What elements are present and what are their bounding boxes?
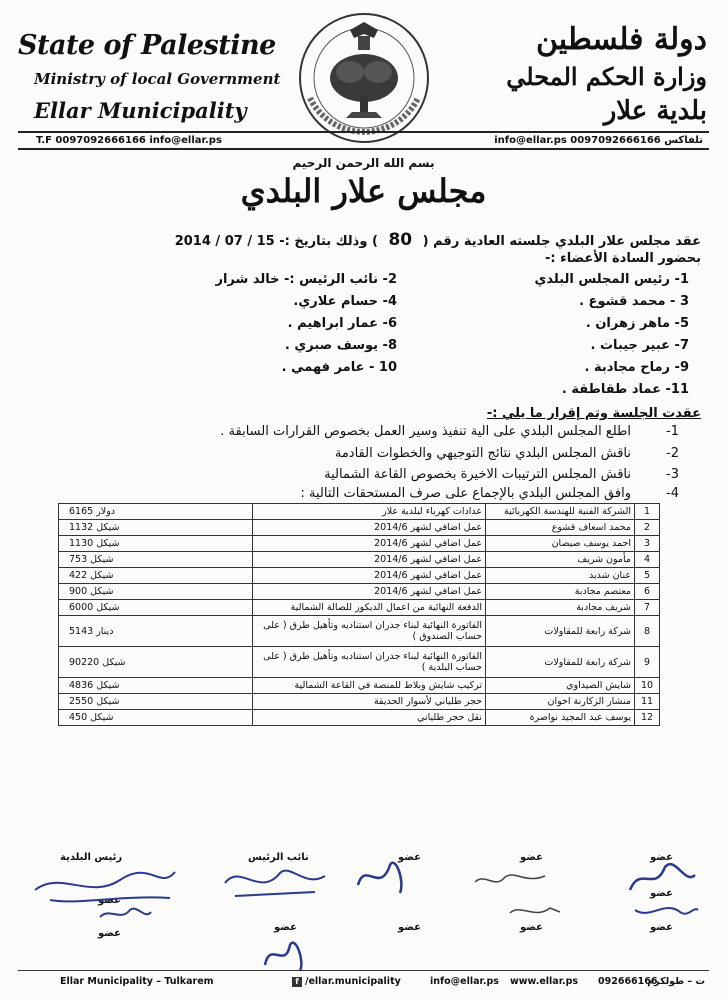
description-cell: تركيب شايش وبلاط للمنصة في القاعة الشمالية <box>253 678 486 694</box>
footer-phone: 092666166 <box>598 976 658 987</box>
amount-cell: 422 شيكل <box>59 568 253 584</box>
member-11: 11- عماد طقاطقة . <box>561 382 689 397</box>
en-municipality-name: Ellar Municipality <box>34 98 247 123</box>
amount-cell: 1130 شيكل <box>59 536 253 552</box>
party-cell: يوسف عبد المجيد نواصرة <box>486 710 635 726</box>
member-sig-label-4: عضو <box>98 895 121 906</box>
item-2-number: 2- <box>666 446 679 461</box>
party-cell: شركة رابعة للمقاولات <box>486 647 635 678</box>
member-1: 1- رئيس المجلس البلدي <box>534 272 689 287</box>
item-4-text: وافق المجلس البلدي بالإجماع على صرف المستحقات التالية : <box>300 486 631 501</box>
member-signature-1-icon <box>350 855 410 900</box>
municipality-emblem-icon <box>290 8 438 148</box>
row-number: 11 <box>635 694 660 710</box>
header-contact-ar: تلفاكس 0097092666166 info@ellar.ps <box>494 135 703 146</box>
table-row <box>59 552 660 568</box>
member-sig-label-2: عضو <box>520 852 543 863</box>
party-cell: محمد اسعاف قشوع <box>486 520 635 536</box>
en-state-name: State of Palestine <box>18 30 276 61</box>
member-4: 4- حسام علاري. <box>293 294 397 309</box>
member-5: 5- ماهر زهران . <box>585 316 689 331</box>
session-text: عقد مجلس علار البلدي جلسته العادية رقم ( <box>422 234 701 249</box>
amount-cell: 6000 شيكل <box>59 600 253 616</box>
table-row <box>59 616 660 647</box>
ar-municipality-name: بلدية علار <box>603 96 707 126</box>
table-row <box>59 568 660 584</box>
payments-table <box>58 503 660 726</box>
member-7: 7- عبير جيبات . <box>590 338 689 353</box>
description-cell: عمل اضافي لشهر 2014/6 <box>253 536 486 552</box>
footer-email[interactable]: info@ellar.ps <box>430 976 499 987</box>
footer-facebook[interactable] <box>292 976 401 987</box>
row-number: 1 <box>635 504 660 520</box>
description-cell: الفاتورة النهائية لبناء جدران استناديه وتأهيل طرق ( على حساب البلدية ) <box>253 647 486 678</box>
facebook-icon: f <box>292 977 302 987</box>
item-3-number: 3- <box>666 467 679 482</box>
row-number: 4 <box>635 552 660 568</box>
table-row <box>59 520 660 536</box>
table-row <box>59 536 660 552</box>
row-number: 6 <box>635 584 660 600</box>
table-row <box>59 584 660 600</box>
party-cell: مأمون شريف <box>486 552 635 568</box>
description-cell: حجر طلياني لأسوار الحديقة <box>253 694 486 710</box>
member-sig-label-9: عضو <box>650 922 673 933</box>
party-cell: احمد يوسف صيصان <box>486 536 635 552</box>
party-cell: معتصم مجادبة <box>486 584 635 600</box>
amount-cell: 90220 شيكل <box>59 647 253 678</box>
footer-address-ar: ت – طولكرم <box>647 976 705 987</box>
row-number: 5 <box>635 568 660 584</box>
member-8: 8- يوسف صبري . <box>284 338 397 353</box>
member-signature-2-icon <box>470 862 550 897</box>
table-row <box>59 504 660 520</box>
member-9: 9- رماح مجادبة . <box>584 360 689 375</box>
item-1-number: 1- <box>666 424 679 439</box>
vice-president-label: نائب الرئيس <box>248 852 309 863</box>
header-divider-bottom <box>18 148 709 150</box>
table-row <box>59 647 660 678</box>
description-cell: عمل اضافي لشهر 2014/6 <box>253 584 486 600</box>
basmala: بسم الله الرحمن الرحيم <box>292 156 435 170</box>
en-ministry-name: Ministry of local Government <box>34 70 281 88</box>
member-signature-3-icon <box>620 855 700 900</box>
description-cell: عمل اضافي لشهر 2014/6 <box>253 568 486 584</box>
row-number: 7 <box>635 600 660 616</box>
amount-cell: 2550 شيكل <box>59 694 253 710</box>
description-cell: الدفعة النهائية من اعمال الديكور للصالة الشمالية <box>253 600 486 616</box>
row-number: 3 <box>635 536 660 552</box>
member-sig-label-6: عضو <box>274 922 297 933</box>
session-line <box>175 230 701 250</box>
vice-president-signature-icon <box>220 858 330 908</box>
table-row <box>59 678 660 694</box>
page-title: مجلس علار البلدي <box>240 172 487 210</box>
item-2-text: ناقش المجلس البلدي نتائج التوجيهي والخطوات القادمة <box>334 446 631 461</box>
description-cell: عدادات كهرباء لبلدية علار <box>253 504 486 520</box>
ar-ministry-name: وزارة الحكم المحلي <box>506 62 707 91</box>
party-cell: شريف مجادبة <box>486 600 635 616</box>
attendance-heading: بحضور السادة الأعضاء :- <box>544 251 701 266</box>
president-label: رئيس البلدية <box>60 852 123 863</box>
description-cell: نقل حجر طلياني <box>253 710 486 726</box>
header-contact-en: T.F 0097092666166 info@ellar.ps <box>36 135 222 146</box>
item-3-text: ناقش المجلس الترتيبات الاخيرة بخصوص القاعة الشمالية <box>324 467 631 482</box>
member-sig-label-7: عضو <box>398 922 421 933</box>
amount-cell: 753 شيكل <box>59 552 253 568</box>
member-2: 2- نائب الرئيس :- خالد شرار <box>215 272 397 287</box>
amount-cell: 1132 شيكل <box>59 520 253 536</box>
session-held-heading: عقدت الجلسة وتم إقرار ما يلي :- <box>486 406 701 421</box>
row-number: 2 <box>635 520 660 536</box>
member-sig-label-1: عضو <box>398 852 421 863</box>
party-cell: شايش الصيداوي <box>486 678 635 694</box>
member-10: 10 - عامر فهمي . <box>281 360 397 375</box>
row-number: 8 <box>635 616 660 647</box>
table-row <box>59 600 660 616</box>
party-cell: شركة رابعة للمقاولات <box>486 616 635 647</box>
footer-website[interactable]: www.ellar.ps <box>510 976 579 987</box>
table-row <box>59 694 660 710</box>
ar-state-name: دولة فلسطين <box>535 22 707 57</box>
item-4-number: 4- <box>666 486 679 501</box>
footer-facebook-text: /ellar.municipality <box>305 976 401 987</box>
member-6: 6- عمار ابراهيم . <box>287 316 397 331</box>
party-cell: الشركة الفنية للهندسة الكهربائية <box>486 504 635 520</box>
footer-municipality: Ellar Municipality – Tulkarem <box>60 976 214 987</box>
member-sig-label-5: عضو <box>650 888 673 899</box>
footer-divider <box>18 970 709 971</box>
member-sig-label-10: عضو <box>98 928 121 939</box>
amount-cell: 4836 شيكل <box>59 678 253 694</box>
amount-cell: 900 شيكل <box>59 584 253 600</box>
member-signature-4-icon <box>95 902 155 927</box>
amount-cell: 5143 دينار <box>59 616 253 647</box>
table-row <box>59 710 660 726</box>
row-number: 9 <box>635 647 660 678</box>
session-date: ) وذلك بتاريخ :- 15 / 07 / 2014 <box>174 234 378 249</box>
session-number: 80 <box>388 230 413 250</box>
party-cell: منشار الزكارنة اخوان <box>486 694 635 710</box>
row-number: 12 <box>635 710 660 726</box>
party-cell: عنان شديد <box>486 568 635 584</box>
member-3: 3 - محمد قشوع . <box>579 294 689 309</box>
header-divider-top <box>18 131 709 133</box>
member-sig-label-8: عضو <box>520 922 543 933</box>
member-sig-label-3: عضو <box>650 852 673 863</box>
member-signature-7-icon <box>255 935 315 975</box>
description-cell: عمل اضافي لشهر 2014/6 <box>253 520 486 536</box>
description-cell: الفاتورة النهائية لبناء جدران استناديه وتأهيل طرق ( على حساب الصندوق ) <box>253 616 486 647</box>
amount-cell: 6165 دولار <box>59 504 253 520</box>
description-cell: عمل اضافي لشهر 2014/6 <box>253 552 486 568</box>
amount-cell: 450 شيكل <box>59 710 253 726</box>
row-number: 10 <box>635 678 660 694</box>
item-1-text: اطلع المجلس البلدي على الية تنفيذ وسير العمل بخصوص القرارات السابقة . <box>220 424 631 439</box>
member-signature-5-icon <box>630 898 700 923</box>
member-signature-6-icon <box>505 898 565 923</box>
